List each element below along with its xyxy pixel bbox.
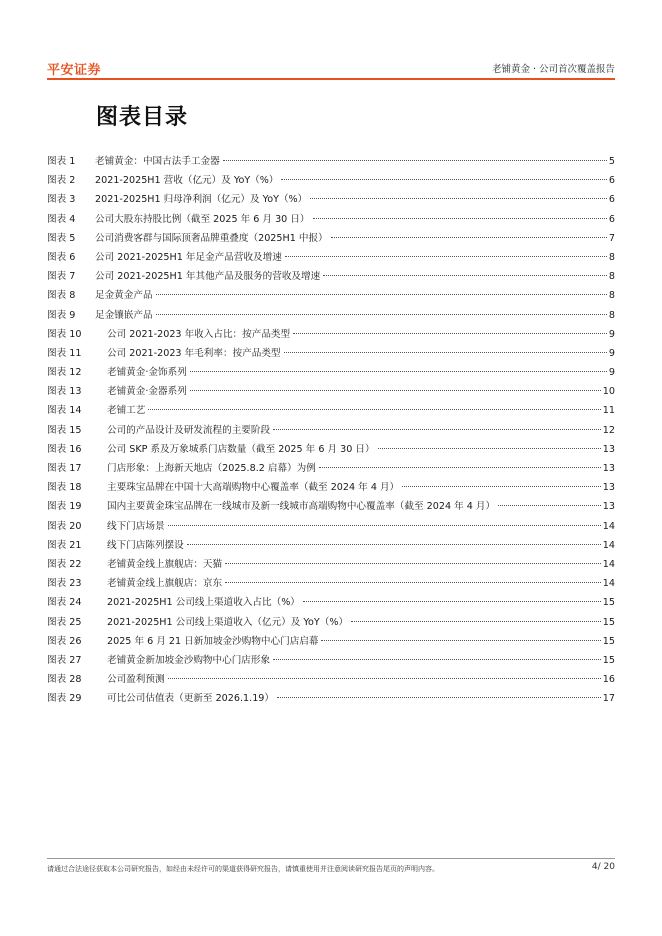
toc-entry[interactable] <box>47 632 615 651</box>
toc-entry-page: 10 <box>602 386 615 398</box>
toc-entry-label: 图表 2 <box>47 175 76 187</box>
toc-dot-leader <box>313 218 607 219</box>
toc-dot-leader <box>156 314 607 315</box>
toc-dot-leader <box>323 275 607 276</box>
toc-dot-leader <box>303 601 601 602</box>
toc-entry-title: 2021-2025H1 归母净利润（亿元）及 YoY（%） <box>95 194 308 206</box>
toc-entry[interactable] <box>47 536 615 555</box>
toc-entry-label: 图表 1 <box>47 156 76 167</box>
toc-dot-leader <box>225 582 601 583</box>
toc-entry-title: 老铺工艺 <box>107 405 146 417</box>
toc-entry-label: 图表 21 <box>47 539 82 551</box>
toc-entry-label: 图表 4 <box>47 213 76 225</box>
toc-entry-page: 13 <box>602 501 615 513</box>
toc-entry-title: 公司大股东持股比例（截至 2025 年 6 月 30 日） <box>95 213 310 225</box>
toc-entry-title: 老铺黄金：中国古法手工金器 <box>95 156 220 167</box>
toc-entry-label: 图表 16 <box>47 443 82 455</box>
toc-entry-label: 图表 20 <box>47 520 82 532</box>
toc-entry-title: 公司的产品设计及研发流程的主要阶段 <box>107 424 271 436</box>
toc-entry-label: 图表 23 <box>47 578 82 590</box>
table-of-figures <box>47 152 615 708</box>
toc-entry-label: 图表 18 <box>47 482 82 494</box>
toc-dot-leader <box>284 352 607 353</box>
toc-dot-leader <box>321 640 600 641</box>
toc-dot-leader <box>168 525 601 526</box>
toc-entry[interactable] <box>47 478 615 497</box>
toc-entry[interactable] <box>47 613 615 632</box>
toc-entry[interactable] <box>47 593 615 612</box>
toc-entry-page: 9 <box>608 367 615 379</box>
toc-dot-leader <box>498 505 601 506</box>
toc-entry-label: 图表 17 <box>47 463 82 474</box>
brand-logo: 平安证券 <box>47 63 102 78</box>
toc-entry[interactable] <box>47 152 615 171</box>
toc-entry-label: 图表 22 <box>47 558 82 570</box>
toc-dot-leader <box>273 429 601 430</box>
toc-entry-title: 公司 2021-2023 年毛利率：按产品类型 <box>107 347 281 359</box>
toc-entry-title: 足金黄金产品 <box>95 290 153 302</box>
toc-entry-label: 图表 28 <box>47 674 82 686</box>
toc-dot-leader <box>351 621 601 622</box>
toc-entry-title: 线下门店陈列摆设 <box>107 539 184 551</box>
toc-entry-label: 图表 6 <box>47 251 76 263</box>
toc-dot-leader <box>156 294 607 295</box>
toc-entry-page: 11 <box>602 405 615 417</box>
toc-entry-page: 8 <box>608 251 615 263</box>
toc-entry-title: 公司盈利预测 <box>107 674 165 686</box>
toc-entry[interactable] <box>47 459 615 478</box>
toc-entry[interactable] <box>47 325 615 344</box>
toc-entry-page: 15 <box>602 654 615 666</box>
toc-entry-page: 6 <box>608 213 615 225</box>
toc-entry-page: 12 <box>602 424 615 436</box>
toc-entry-label: 图表 27 <box>47 654 82 666</box>
toc-entry-page: 14 <box>602 578 615 590</box>
toc-dot-leader <box>281 179 606 180</box>
toc-entry[interactable] <box>47 689 615 708</box>
toc-entry-page: 6 <box>608 194 615 206</box>
toc-entry[interactable] <box>47 382 615 401</box>
toc-dot-leader <box>187 544 601 545</box>
toc-dot-leader <box>225 563 601 564</box>
toc-entry-page: 16 <box>602 674 615 686</box>
toc-entry-page: 14 <box>602 558 615 570</box>
toc-entry-label: 图表 3 <box>47 194 76 206</box>
toc-entry-title: 2021-2025H1 公司线上渠道收入（亿元）及 YoY（%） <box>107 616 349 628</box>
toc-entry-page: 7 <box>608 232 615 244</box>
toc-entry-title: 足金镶嵌产品 <box>95 309 153 321</box>
toc-entry-page: 14 <box>602 520 615 532</box>
toc-entry-page: 6 <box>608 175 615 187</box>
toc-entry-label: 图表 11 <box>47 347 82 359</box>
toc-entry-title: 主要珠宝品牌在中国十大高端购物中心覆盖率（截至 2024 年 4 月） <box>107 482 400 494</box>
toc-entry[interactable] <box>47 517 615 536</box>
toc-entry-title: 公司 SKP 系及万象城系门店数量（截至 2025 年 6 月 30 日） <box>107 443 375 455</box>
toc-dot-leader <box>378 448 601 449</box>
toc-entry-page: 15 <box>602 597 615 609</box>
toc-entry[interactable] <box>47 363 615 382</box>
toc-entry-title: 公司 2021-2025H1 年足金产品营收及增速 <box>95 251 282 263</box>
toc-entry-page: 8 <box>608 309 615 321</box>
toc-entry-page: 13 <box>602 463 615 474</box>
toc-entry-title: 2021-2025H1 公司线上渠道收入占比（%） <box>107 597 300 609</box>
toc-entry-title: 老铺黄金·金器系列 <box>107 386 187 398</box>
toc-entry-page: 15 <box>602 635 615 647</box>
toc-entry-page: 14 <box>602 539 615 551</box>
toc-entry-title: 国内主要黄金珠宝品牌在一线城市及新一线城市高端购物中心覆盖率（截至 2024 年 4 月） <box>107 501 496 513</box>
toc-entry[interactable] <box>47 267 615 286</box>
toc-entry-title: 公司 2021-2025H1 年其他产品及服务的营收及增速 <box>95 271 321 283</box>
toc-entry[interactable] <box>47 190 615 209</box>
toc-entry-label: 图表 13 <box>47 386 82 398</box>
toc-entry[interactable] <box>47 306 615 325</box>
header-divider <box>47 78 615 80</box>
toc-entry-page: 9 <box>608 347 615 359</box>
toc-entry-page: 17 <box>602 693 615 705</box>
toc-entry-label: 图表 7 <box>47 271 76 283</box>
toc-entry[interactable] <box>47 497 615 516</box>
toc-entry-page: 9 <box>608 328 615 340</box>
toc-entry-title: 门店形象：上海新天地店（2025.8.2 启幕）为例 <box>107 463 316 474</box>
toc-entry-page: 13 <box>602 482 615 494</box>
toc-entry[interactable] <box>47 440 615 459</box>
toc-entry-label: 图表 24 <box>47 597 82 609</box>
toc-entry-label: 图表 26 <box>47 635 82 647</box>
page-title: 图表目录 <box>96 105 189 130</box>
page-number: 4/ 20 <box>591 862 615 872</box>
toc-dot-leader <box>402 486 601 487</box>
toc-dot-leader <box>285 256 607 257</box>
toc-entry[interactable] <box>47 574 615 593</box>
toc-entry-title: 公司 2021-2023 年收入占比：按产品类型 <box>107 328 291 340</box>
toc-dot-leader <box>331 237 607 238</box>
toc-entry-label: 图表 14 <box>47 405 82 417</box>
toc-entry[interactable] <box>47 555 615 574</box>
toc-entry[interactable] <box>47 171 615 190</box>
toc-entry-title: 老铺黄金线上旗舰店：天猫 <box>107 558 223 570</box>
toc-entry[interactable] <box>47 651 615 670</box>
toc-entry[interactable] <box>47 421 615 440</box>
toc-entry-title: 2021-2025H1 营收（亿元）及 YoY（%） <box>95 175 279 187</box>
toc-entry-label: 图表 25 <box>47 616 82 628</box>
toc-dot-leader <box>273 659 601 660</box>
toc-entry-title: 线下门店场景 <box>107 520 165 532</box>
toc-entry-label: 图表 9 <box>47 309 76 321</box>
toc-entry-label: 图表 10 <box>47 328 82 340</box>
toc-entry-page: 13 <box>602 443 615 455</box>
toc-entry[interactable] <box>47 344 615 363</box>
toc-entry-page: 8 <box>608 271 615 283</box>
footer-divider <box>47 858 615 859</box>
toc-entry-label: 图表 12 <box>47 367 82 379</box>
toc-entry[interactable] <box>47 286 615 305</box>
toc-entry-title: 2025 年 6 月 21 日新加坡金沙购物中心门店启幕 <box>107 635 319 647</box>
toc-dot-leader <box>148 409 600 410</box>
toc-dot-leader <box>223 160 607 161</box>
toc-entry-label: 图表 29 <box>47 693 82 705</box>
toc-dot-leader <box>293 333 607 334</box>
toc-entry[interactable] <box>47 248 615 267</box>
toc-entry[interactable] <box>47 210 615 229</box>
toc-entry-title: 公司消费客群与国际顶奢品牌重叠度（2025H1 中报） <box>95 232 328 244</box>
toc-entry-label: 图表 8 <box>47 290 76 302</box>
toc-dot-leader <box>190 371 607 372</box>
toc-entry-label: 图表 15 <box>47 424 82 436</box>
toc-entry[interactable] <box>47 670 615 689</box>
toc-entry-label: 图表 5 <box>47 232 76 244</box>
toc-entry-title: 老铺黄金线上旗舰店：京东 <box>107 578 223 590</box>
toc-entry[interactable] <box>47 401 615 420</box>
toc-dot-leader <box>310 198 607 199</box>
toc-entry-label: 图表 19 <box>47 501 82 513</box>
toc-dot-leader <box>168 678 601 679</box>
toc-entry-page: 8 <box>608 290 615 302</box>
toc-entry-page: 15 <box>602 616 615 628</box>
toc-entry-page: 5 <box>608 156 615 167</box>
toc-dot-leader <box>190 390 601 391</box>
toc-entry-title: 老铺黄金新加坡金沙购物中心门店形象 <box>107 654 271 666</box>
toc-entry[interactable] <box>47 229 615 248</box>
toc-entry-title: 可比公司估值表（更新至 2026.1.19） <box>107 693 275 705</box>
toc-dot-leader <box>277 697 601 698</box>
toc-entry-title: 老铺黄金·金饰系列 <box>107 367 187 379</box>
footer-disclaimer: 请通过合法途径获取本公司研究报告，如经由未经许可的渠道获得研究报告，请慎重使用并注意阅读研究报告尾页的声明内容。 <box>47 865 439 873</box>
toc-dot-leader <box>319 467 601 468</box>
report-title: 老铺黄金 · 公司首次覆盖报告 <box>491 64 615 75</box>
